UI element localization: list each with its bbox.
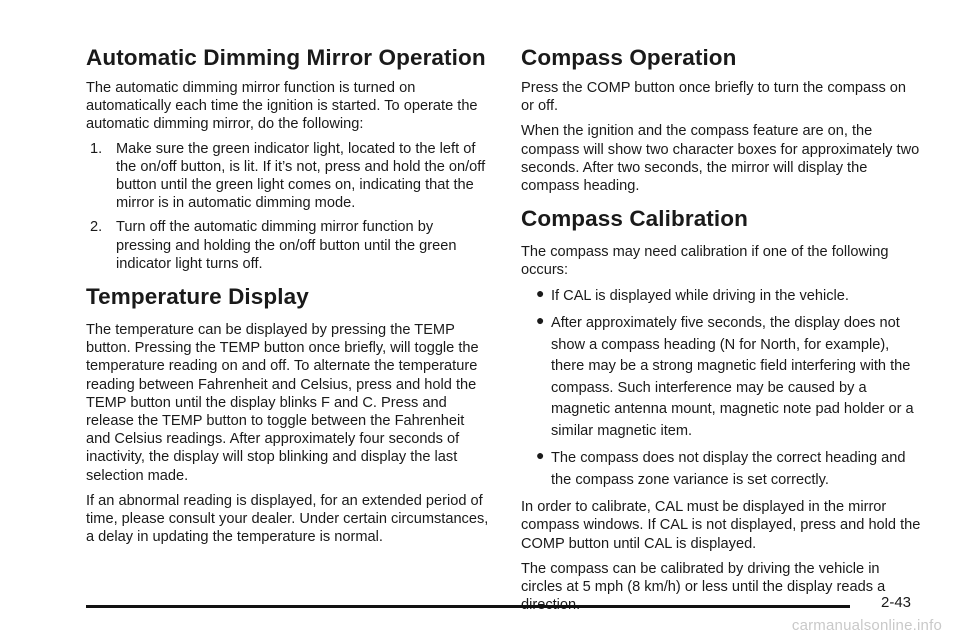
temperature-paragraph-2: If an abnormal reading is displayed, for an extended period of time, please consult your dealer. Under certain circumstances, a delay in updating the temperature is normal. (86, 492, 489, 546)
list-item (521, 286, 921, 308)
footer-rule (86, 605, 850, 608)
list-item-text: The compass does not display the correct heading and the compass zone variance is set correctly. (551, 450, 906, 488)
heading-compass-operation: Compass Operation (521, 45, 737, 70)
left-column (86, 44, 490, 546)
auto-dimming-steps (86, 140, 490, 273)
heading-compass-calibration: Compass Calibration (521, 206, 748, 232)
step-number: 1. (90, 140, 103, 157)
bullet-icon: ● (536, 447, 545, 464)
step-item (86, 140, 490, 213)
step-number: 2. (90, 219, 103, 236)
right-column (521, 44, 921, 614)
step-text: Turn off the automatic dimming mirror function by pressing and holding the on/off button until the green indicator light turns off. (116, 219, 457, 272)
list-item (521, 448, 921, 491)
calibration-conditions (521, 286, 921, 492)
calibration-intro: The compass may need calibration if one of the following occurs: (521, 244, 889, 279)
compass-op-paragraph-1: Press the COMP button once briefly to turn the compass on or off. (521, 80, 907, 115)
auto-dimming-intro: The automatic dimming mirror function is turned on automatically each time the ignition is started. To operate the automatic dimming mirror, do the following: (86, 80, 478, 133)
compass-op-paragraph-2: When the ignition and the compass feature are on, the compass will show two character boxes for approximately two seconds. After two seconds, the mirror will display the compass heading. (521, 123, 920, 195)
watermark: carmanualsonline.info (791, 617, 942, 634)
bullet-icon: ● (536, 284, 545, 301)
bullet-icon: ● (536, 312, 545, 329)
heading-auto-dimming: Automatic Dimming Mirror Operation (86, 45, 486, 70)
calibration-paragraph-2: In order to calibrate, CAL must be displayed in the mirror compass windows. If CAL is not displayed, press and hold the COMP button until CAL is displayed. (521, 499, 921, 552)
list-item-text: If CAL is displayed while driving in the vehicle. (551, 287, 849, 304)
list-item-text: After approximately five seconds, the display does not show a compass heading (N for North, for example), there may be a strong magnetic field interfering with the compass. Such interference may be caused by a magnetic antenna mount, magnetic note pad holder or a similar magnetic item. (551, 315, 914, 439)
page-number: 2-43 (881, 594, 912, 611)
heading-temperature-display: Temperature Display (86, 284, 309, 310)
list-item (521, 313, 921, 442)
calibration-paragraph-3: The compass can be calibrated by driving the vehicle in circles at 5 mph (8 km/h) or less until the display reads a (521, 560, 886, 595)
temperature-paragraph-1: The temperature can be displayed by pressing the TEMP button. Pressing the TEMP button once briefly, will toggle the temperature reading on and off. To alternate the temperature reading between Fahrenheit and Celsius, press and hold the TEMP button until the display blinks F and C. Press and release the TEMP button to toggle between the Fahrenheit and Celsius readings. After approximately four seconds of inactivity, the display will stop blinking and display the last selection made. (86, 322, 479, 484)
step-text: Make sure the green indicator light, located to the left of the on/off button, is lit. If it’s not, press and hold the on/off button until the green light comes on, indicating that the mirror is in automatic dimming mode. (116, 140, 486, 212)
step-item (86, 218, 490, 273)
